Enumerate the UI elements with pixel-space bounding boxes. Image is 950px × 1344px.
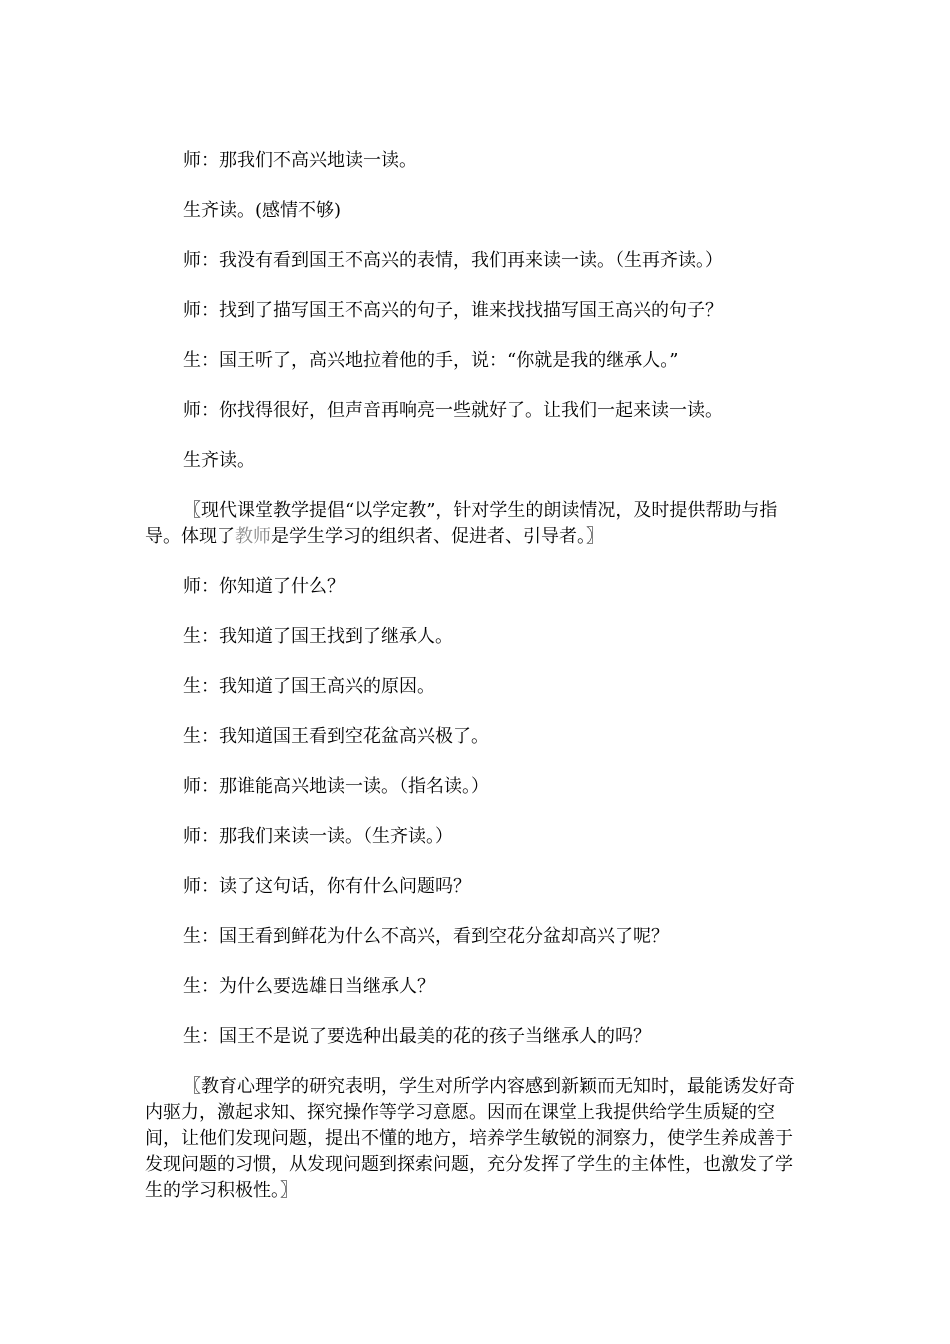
- dialogue-line: 生：国王看到鲜花为什么不高兴，看到空花分盆却高兴了呢？: [183, 926, 669, 947]
- dialogue-line: 生：我知道了国王找到了继承人。: [183, 626, 453, 647]
- dialogue-line: 师：那我们不高兴地读一读。: [183, 150, 417, 171]
- dialogue-line: 师：那我们来读一读。（生齐读。）: [183, 826, 453, 847]
- dialogue-line: 生：国王听了，高兴地拉着他的手，说：“你就是我的继承人。”: [183, 350, 679, 371]
- dialogue-line: 师：那谁能高兴地读一读。（指名读。）: [183, 776, 489, 797]
- dialogue-line: 师：你知道了什么？: [183, 576, 345, 597]
- dialogue-line: 生齐读。: [183, 450, 255, 471]
- dialogue-line: 生：我知道国王看到空花盆高兴极了。: [183, 726, 489, 747]
- dialogue-line: 生齐读。(感情不够): [183, 200, 342, 221]
- dialogue-line: 生：我知道了国王高兴的原因。: [183, 676, 435, 697]
- dialogue-line: 师：你找得很好，但声音再响亮一些就好了。让我们一起来读一读。: [183, 400, 723, 421]
- dialogue-line: 师：我没有看到国王不高兴的表情，我们再来读一读。（生再齐读。）: [183, 250, 723, 271]
- commentary-note-2: 〖教育心理学的研究表明，学生对所学内容感到新颖而无知时，最能诱发好奇内驱力，激起求知、探究操作等学习意愿。因而在课堂上我提供给学生质疑的空间，让他们发现问题，提出不懂的地方，培养学生敏锐的洞察力，使学生养成善于发现问题的习惯，从发现问题到探索问题，充分发挥了学生的主体性，也激发了学生的学习积极性。〗: [145, 1076, 795, 1201]
- dialogue-line: 生：为什么要选雄日当继承人？: [183, 976, 435, 997]
- note-highlight-teacher: 教师: [235, 526, 271, 547]
- dialogue-line: 师：读了这句话，你有什么问题吗？: [183, 876, 471, 897]
- document-body: [145, 148, 810, 1228]
- dialogue-line: 师：找到了描写国王不高兴的句子，谁来找找描写国王高兴的句子？: [183, 300, 723, 321]
- commentary-note-1: [145, 498, 810, 550]
- dialogue-line: 生：国王不是说了要选种出最美的花的孩子当继承人的吗？: [183, 1026, 651, 1047]
- note-text-before: 〖现代课堂教学提倡“以学定教”，针对学生的朗读情况，及时提供帮助与指导。体现了: [145, 500, 778, 547]
- note-text-after: 是学生学习的组织者、促进者、引导者。〗: [271, 526, 604, 547]
